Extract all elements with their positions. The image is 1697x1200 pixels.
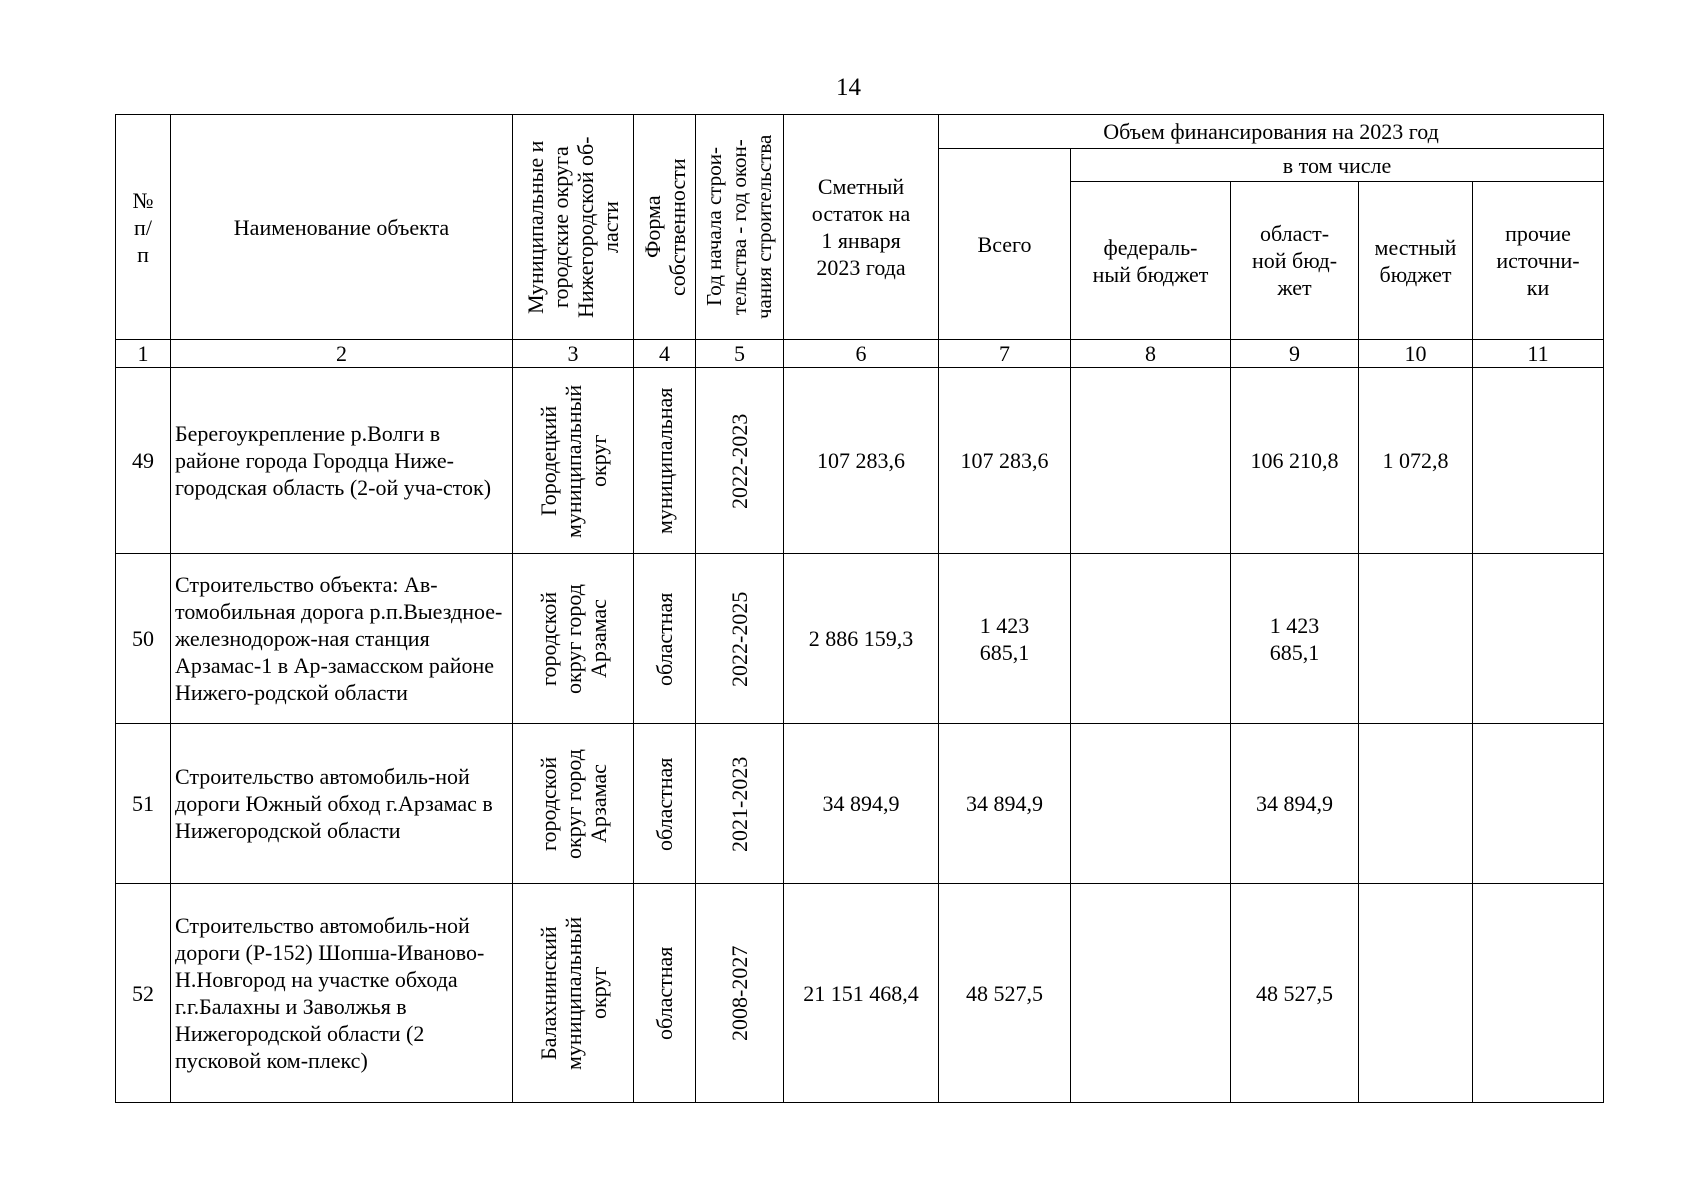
regional: 1 423 685,1 (1231, 554, 1359, 724)
header-regional: област- ной бюд- жет (1231, 182, 1359, 340)
years: 2008-2027 (727, 945, 752, 1041)
years: 2022-2025 (727, 590, 752, 687)
ownership-cell (634, 368, 696, 554)
total: 34 894,9 (939, 724, 1071, 884)
ownership-cell (634, 724, 696, 884)
header-municipality: Муниципальные и городские округа Нижегородской об- ласти (523, 136, 623, 318)
estimate-balance: 34 894,9 (784, 724, 939, 884)
regional: 106 210,8 (1231, 368, 1359, 554)
column-number: 10 (1359, 340, 1473, 368)
regional: 34 894,9 (1231, 724, 1359, 884)
column-number: 1 (116, 340, 171, 368)
local (1359, 554, 1473, 724)
estimate-balance: 21 151 468,4 (784, 884, 939, 1103)
federal (1071, 554, 1231, 724)
object-name: Берегоукрепление р.Волги в районе города Городца Ниже-городская область (2-ой уча-сток) (171, 368, 513, 554)
header-name: Наименование объекта (171, 115, 513, 340)
column-number-row (116, 340, 1604, 368)
header-other: прочие источни- ки (1473, 182, 1604, 340)
years-cell (696, 368, 784, 554)
other (1473, 884, 1604, 1103)
column-number: 3 (513, 340, 634, 368)
page-number: 14 (836, 74, 861, 101)
ownership: областная (652, 756, 677, 851)
header-total: Всего (939, 149, 1071, 340)
local (1359, 884, 1473, 1103)
municipality: городской округ город Арзамас (535, 583, 611, 694)
row-number: 51 (116, 724, 171, 884)
row-number: 50 (116, 554, 171, 724)
ownership: муниципальная (652, 387, 677, 534)
header-estimate-balance: Сметный остаток на 1 января 2023 года (784, 115, 939, 340)
header-including: в том числе (1071, 149, 1604, 182)
years-cell (696, 554, 784, 724)
municipality: городской округ город Арзамас (535, 748, 611, 859)
header-federal: федераль- ный бюджет (1071, 182, 1231, 340)
row-number: 52 (116, 884, 171, 1103)
financing-table (115, 114, 1604, 1103)
years: 2022-2023 (727, 412, 752, 509)
ownership: областная (652, 591, 677, 686)
total: 107 283,6 (939, 368, 1071, 554)
header-local: местный бюджет (1359, 182, 1473, 340)
federal (1071, 368, 1231, 554)
column-number: 8 (1071, 340, 1231, 368)
column-number: 9 (1231, 340, 1359, 368)
federal (1071, 884, 1231, 1103)
object-name: Строительство автомобиль-ной дороги (Р-152) Шопша-Иваново-Н.Новгород на участке обхода г.г.Балахны и Заволжья в Нижегородской области (2 пусковой ком-плекс) (171, 884, 513, 1103)
column-number: 11 (1473, 340, 1604, 368)
object-name: Строительство автомобиль-ной дороги Южный обход г.Арзамас в Нижегородской области (171, 724, 513, 884)
column-number: 6 (784, 340, 939, 368)
header-financing: Объем финансирования на 2023 год (939, 115, 1604, 149)
municipality-cell (513, 368, 634, 554)
table-row (116, 368, 1604, 554)
header-no: № п/ п (116, 115, 171, 340)
other (1473, 724, 1604, 884)
header-years-cell (696, 115, 784, 340)
header-years: Год начала строи- тельства - год окон- чания строительства (702, 134, 776, 320)
years-cell (696, 884, 784, 1103)
municipality-cell (513, 884, 634, 1103)
ownership: областная (652, 946, 677, 1040)
municipality: Балахнинский муниципальный округ (535, 916, 611, 1070)
regional: 48 527,5 (1231, 884, 1359, 1103)
column-number: 7 (939, 340, 1071, 368)
local (1359, 724, 1473, 884)
object-name: Строительство объекта: Ав-томобильная дорога р.п.Выездное- железнодорож-ная станция Арзамас-1 в Ар-замасском районе Нижего-родской области (171, 554, 513, 724)
header-ownership-cell (634, 115, 696, 340)
ownership-cell (634, 884, 696, 1103)
estimate-balance: 2 886 159,3 (784, 554, 939, 724)
total: 48 527,5 (939, 884, 1071, 1103)
other (1473, 554, 1604, 724)
column-number: 4 (634, 340, 696, 368)
header-row-1 (116, 115, 1604, 149)
table-row (116, 554, 1604, 724)
years-cell (696, 724, 784, 884)
other (1473, 368, 1604, 554)
years: 2021-2023 (727, 755, 752, 852)
estimate-balance: 107 283,6 (784, 368, 939, 554)
row-number: 49 (116, 368, 171, 554)
column-number: 5 (696, 340, 784, 368)
column-number: 2 (171, 340, 513, 368)
ownership-cell (634, 554, 696, 724)
table-row (116, 884, 1604, 1103)
header-ownership: Форма собственности (639, 158, 690, 296)
municipality-cell (513, 554, 634, 724)
municipality-cell (513, 724, 634, 884)
total: 1 423 685,1 (939, 554, 1071, 724)
header-municipality-cell (513, 115, 634, 340)
table-row (116, 724, 1604, 884)
municipality: Городецкий муниципальный округ (535, 383, 611, 538)
federal (1071, 724, 1231, 884)
local: 1 072,8 (1359, 368, 1473, 554)
